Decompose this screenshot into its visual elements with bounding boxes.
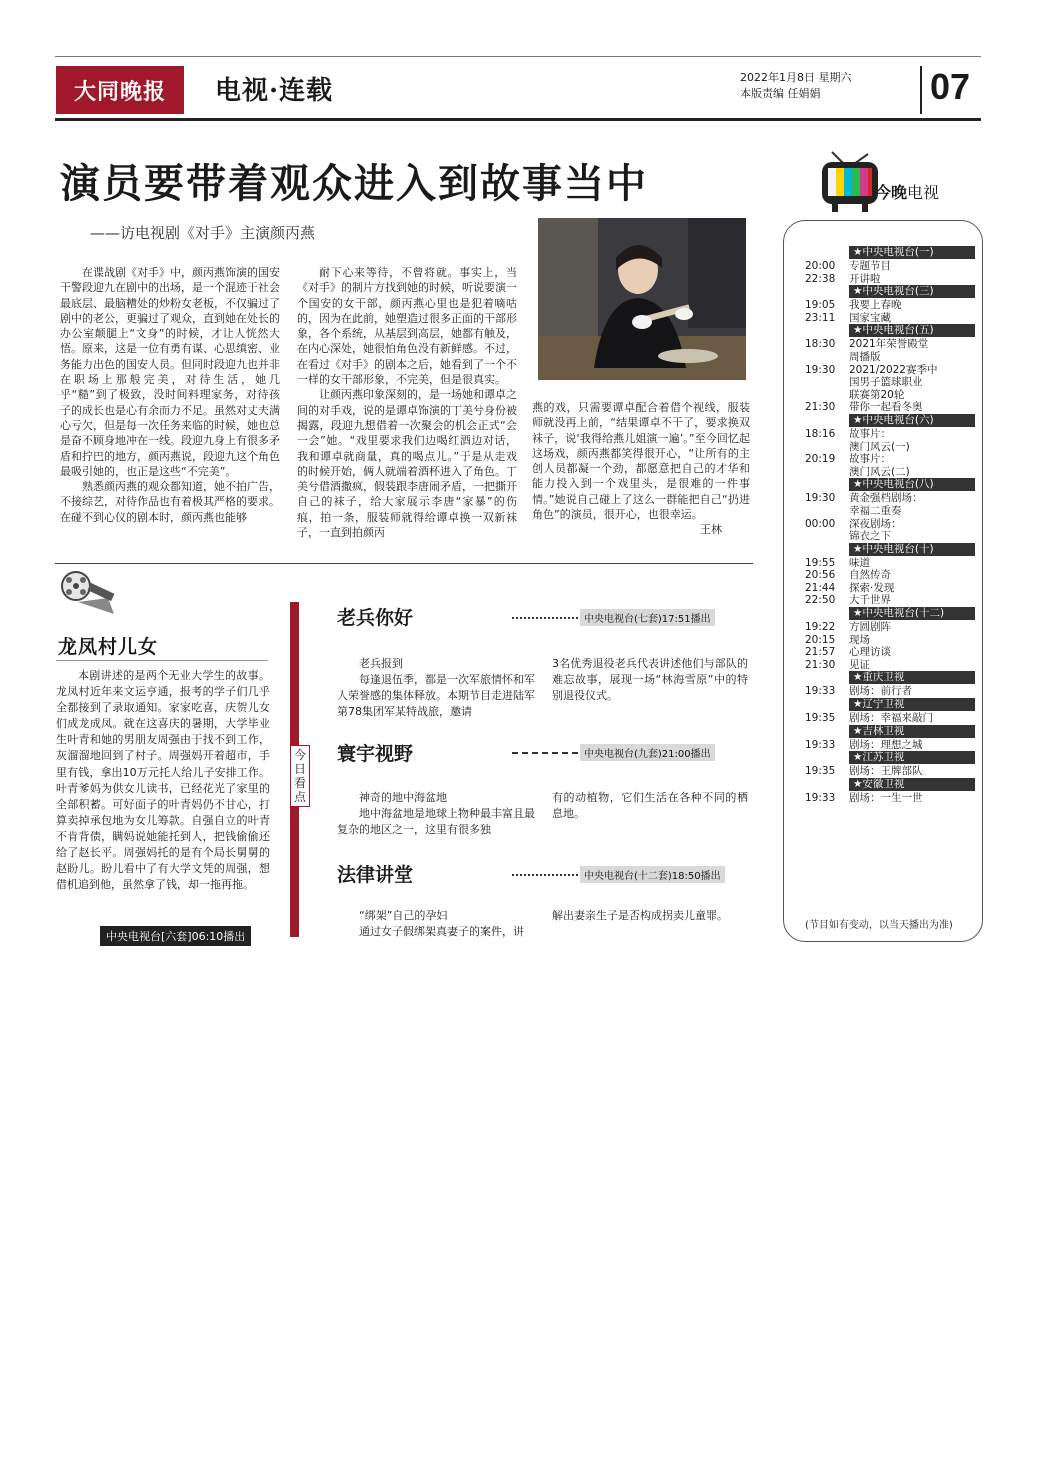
top-rule (55, 56, 981, 57)
section-title: 电视·连载 (215, 76, 334, 106)
program-time: 19:30 (805, 492, 836, 505)
program-name: 黄金强档剧场： (849, 492, 923, 505)
channel-header: ★中央电视台(十二) (849, 607, 975, 620)
film-reel-icon (58, 568, 118, 622)
program-name: 澳门风云(一) (849, 440, 910, 453)
program-time (805, 441, 849, 454)
program-row (805, 338, 975, 351)
paragraph: 地中海盆地是地球上物种最丰富且最复杂的地区之一，这里有很多独 (337, 807, 535, 836)
drama-title-rule (56, 660, 268, 661)
program-name: 我要上春晚 (849, 299, 902, 312)
program-time: 19:30 (805, 363, 836, 376)
program-title: 寰宇视野 (337, 743, 414, 765)
program-name: 国家宝藏 (849, 311, 891, 324)
program-row (805, 712, 975, 725)
program-name: 味道 (849, 556, 870, 569)
paragraph: 在谍战剧《对手》中，颜丙燕饰演的国安干警段迎九在剧中的出场，是一个混迹于社会最底层、最脑糟处的炒粉女老板，不仅骗过了剧中的老公，更骗过了观众，直到她在处长的办公室颠腿上“文身”的时候，才让人恍然大悟。原来，这是一位有勇有谋、心思缜密、业务能力出色的国安人员。但同时段迎九也并非在职场上那般完美，对待生活，她几乎“糙”到了极致，没时间料理家务，对待孩子的成长也是心有余而力不足。虽然对丈夫满心亏欠，但是每一次任务来临的时候，她也总是奋不顾身地冲在一线。段迎九身上有很多矛盾和拧巴的地方，颜丙燕说，段迎九这个角色最吸引她的，也正是这些“不完美”。 (60, 266, 280, 478)
program-row (805, 582, 975, 595)
program-time (805, 505, 849, 518)
program-row (805, 312, 975, 325)
paragraph: 有的动植物，它们生活在各种不同的栖息地。 (552, 791, 748, 820)
program-name: 剧场：前行者 (849, 685, 912, 698)
program-time: 23:11 (805, 311, 836, 324)
paragraph: 熟悉颜丙燕的观众都知道，她不拍广告，不接综艺，对待作品也有着极其严格的要求。在碰不到心仪的剧本时，颜丙燕也能够 (60, 480, 280, 524)
program-row (805, 428, 975, 441)
program-airtime: 中央电视台(十二套)18:50播出 (580, 866, 725, 883)
program-time: 21:30 (805, 401, 836, 414)
program-row (805, 466, 975, 479)
program-row (805, 646, 975, 659)
program-row (805, 634, 975, 647)
article-headline: 演员要带着观众进入到故事当中 (60, 160, 648, 207)
program-desc-right (552, 656, 748, 704)
program-name: 见证 (849, 658, 870, 671)
page-number-divider (920, 66, 922, 114)
program-name: 故事片： (849, 453, 891, 466)
program-time: 19:33 (805, 685, 836, 698)
schedule-note: (节目如有变动，以当天播出为准) (805, 920, 953, 931)
program-name: 周播版 (849, 350, 881, 363)
program-desc-left (337, 656, 535, 720)
program-row (805, 453, 975, 466)
program-time: 22:38 (805, 272, 836, 285)
channel-header: ★辽宁卫视 (849, 698, 975, 711)
program-time: 21:57 (805, 646, 836, 659)
program-row (805, 505, 975, 518)
program-row (805, 273, 975, 286)
program-subtitle: 神奇的地中海盆地 (359, 791, 447, 804)
program-row (805, 401, 975, 414)
program-name: 带你一起看冬奥 (849, 401, 923, 414)
paragraph: 耐下心来等待，不曾将就。事实上，当《对手》的制片方找到她的时候，听说要演一个国安的女干部，颜丙燕心里也是犯着嘀咕的，因为在此前，她塑造过很多正面的干部形象，各个系统，从基层到高层，她都有触及，在内心深处，她很怕角色没有新鲜感。不过，在看过《对手》的剧本之后，她看到了一个不一样的女干部形象，不完美，但是很真实。 (297, 266, 517, 387)
program-name: 剧场：一生一世 (849, 791, 923, 804)
channel-header: ★中央电视台(三) (849, 285, 975, 298)
program-name: 澳门风云(二) (849, 465, 910, 478)
program-time: 18:30 (805, 338, 836, 351)
program-name: 方圆剧阵 (849, 621, 891, 634)
drama-title: 龙凤村儿女 (58, 636, 159, 658)
program-name: 剧场：理想之城 (849, 738, 923, 751)
issue-date: 2022年1月8日 星期六 (740, 71, 852, 84)
program-row (805, 351, 975, 364)
program-row (805, 364, 975, 377)
program-row (805, 260, 975, 273)
program-row (805, 621, 975, 634)
program-row (805, 594, 975, 607)
channel-header: ★中央电视台(五) (849, 324, 975, 337)
program-desc-right (552, 790, 748, 822)
program-name: 深夜剧场： (849, 517, 902, 530)
program-name: 心理访谈 (849, 646, 891, 659)
channel-header: ★中央电视台(八) (849, 478, 975, 491)
article-column-2 (297, 265, 517, 540)
program-row (805, 389, 975, 402)
drama-synopsis (56, 668, 270, 893)
channel-header: ★江苏卫视 (849, 751, 975, 764)
program-name: 现场 (849, 633, 870, 646)
program-name: 开讲啦 (849, 272, 881, 285)
program-time: 19:33 (805, 738, 836, 751)
leader-dots (512, 617, 578, 619)
program-name: 大千世界 (849, 594, 891, 607)
paragraph: 解出妻亲生子是否构成拐卖儿童罪。 (552, 909, 728, 922)
program-time: 20:19 (805, 453, 836, 466)
program-desc-left (337, 790, 535, 838)
paragraph: 本剧讲述的是两个无业大学生的故事。龙凤村近年来文运亨通，报考的学子们几乎全都接到了录取通知。家家吃喜，庆贺儿女们成龙成凤。就在这喜庆的暑期，大学毕业生叶青和她的男朋友周强由于找不到工作，灰溜溜地回到了村子。周强妈开着超市，手里有钱，拿出10万元托人给儿子安排工作。叶青爹妈为供女儿读书，已经花光了家里的全部积蓄。可好面子的叶青妈仍不甘心，打算卖掉承包地为女儿筹款。自强自立的叶青不肯背债，瞒妈说她能托到人，把钱偷偷还给了赵长平。周强妈托的是有个局长舅舅的赵盼儿。盼儿看中了有大学文凭的周强，想借机追到他，虽然拿了钱，却一拖再拖。 (56, 669, 270, 892)
program-row (805, 569, 975, 582)
newspaper-logo: 大同晚报 (56, 66, 184, 114)
program-name: 专题节目 (849, 260, 891, 272)
channel-header: ★中央电视台(十) (849, 543, 975, 556)
program-time (805, 351, 849, 364)
program-name: 自然传奇 (849, 569, 891, 582)
program-time: 00:00 (805, 517, 836, 530)
program-time: 19:33 (805, 791, 836, 804)
paragraph: 让颜丙燕印象深刻的，是一场她和谭卓之间的对手戏，说的是谭卓饰演的丁美兮身份被揭露，段迎九想借着一次聚会的机会正式“会一会”她。“戏里要求我们边喝红酒边对话，我和谭卓就商量，真的喝点儿。”于是从走戏的时候开始，俩人就端着酒杯进入了角色。丁美兮借酒撒疯，假装跟李唐闹矛盾，一把撕开自己的袜子，给大家展示李唐“家暴”的伤痕，拍一条，服装师就得给谭卓换一双新袜子，一直到拍颜丙 (297, 388, 517, 540)
program-time (805, 389, 849, 402)
program-desc-left (337, 908, 535, 940)
program-time: 19:35 (805, 712, 836, 725)
program-row (805, 685, 975, 698)
program-name: 故事片： (849, 427, 891, 440)
channel-header: ★重庆卫视 (849, 671, 975, 684)
program-time: 22:50 (805, 594, 836, 607)
program-name: 剧场：幸福来敲门 (849, 712, 933, 725)
program-time (805, 530, 849, 543)
drama-airtime: 中央电视台[六套]06:10播出 (100, 926, 251, 946)
program-name: 联赛第20轮 (849, 388, 905, 401)
program-row (805, 659, 975, 672)
article-column-3 (532, 400, 750, 522)
program-name: 锦衣之下 (849, 530, 891, 543)
program-time: 20:00 (805, 260, 836, 272)
leader-dots (512, 874, 578, 876)
channel-header: ★中央电视台(一) (849, 246, 975, 259)
program-time: 19:05 (805, 299, 836, 312)
leader-dots (512, 752, 578, 754)
channel-header: ★中央电视台(六) (849, 414, 975, 427)
program-row (805, 518, 975, 531)
program-name: 2021/2022赛季中 (849, 363, 938, 376)
program-subtitle: 老兵报到 (359, 657, 403, 670)
program-time: 19:55 (805, 556, 836, 569)
page-editor: 本版责编 任娟娟 (740, 87, 821, 100)
program-airtime: 中央电视台(九套)21:00播出 (580, 744, 715, 761)
program-name: 2021年荣誉殿堂 (849, 338, 929, 351)
paragraph: 通过女子假绑架真妻子的案件，讲 (359, 925, 524, 938)
program-time: 21:44 (805, 581, 836, 594)
channel-header: ★吉林卫视 (849, 725, 975, 738)
today-highlights-label: 今日看点 (290, 745, 310, 807)
program-time (805, 466, 849, 479)
section-divider (55, 563, 753, 564)
issue-info (740, 70, 852, 102)
program-time: 19:35 (805, 765, 836, 778)
program-title: 老兵你好 (337, 607, 414, 629)
article-author: 王林 (700, 523, 722, 536)
paragraph: 每逢退伍季，都是一次军旅情怀和军人荣誉感的集体释放。本期节目走进陆军第78集团军某特战旅，邀请 (337, 673, 535, 718)
program-row (805, 441, 975, 454)
program-row (805, 376, 975, 389)
program-subtitle: “绑架”自己的孕妇 (359, 909, 448, 922)
paragraph: 3名优秀退役老兵代表讲述他们与部队的难忘故事，展现一场“林海雪原”中的特别退役仪式。 (552, 657, 748, 702)
program-time: 21:30 (805, 658, 836, 671)
header-rule (55, 118, 981, 121)
program-row (805, 765, 975, 778)
article-column-1 (60, 265, 280, 525)
channel-header: ★安徽卫视 (849, 778, 975, 791)
program-title: 法律讲堂 (337, 864, 414, 886)
program-row (805, 492, 975, 505)
program-name: 国男子篮球职业 (849, 376, 923, 389)
page-number: 07 (930, 66, 971, 107)
actress-photo (538, 218, 746, 380)
program-row (805, 557, 975, 570)
program-time: 19:22 (805, 621, 836, 634)
program-row (805, 739, 975, 752)
program-time: 18:16 (805, 427, 836, 440)
article-subheading: ——访电视剧《对手》主演颜丙燕 (90, 224, 316, 242)
program-row (805, 299, 975, 312)
program-row (805, 530, 975, 543)
tv-schedule (805, 246, 975, 804)
program-name: 探索·发现 (849, 581, 895, 594)
tonight-tv-title: 今晚电视 (875, 183, 940, 202)
program-time: 20:56 (805, 569, 836, 582)
program-name: 幸福二重奏 (849, 504, 902, 517)
program-airtime: 中央电视台(七套)17:51播出 (580, 609, 715, 626)
program-time (805, 376, 849, 389)
paragraph: 燕的戏，只需要谭卓配合着借个视线，服装师就没再上前，“结果谭卓不干了，要求换双袜子，说‘我得给燕儿姐演一遍’。”至今回忆起这场戏，颜丙燕都笑得很开心，“让所有的主创人员都凝一个劲，都愿意把自己的才华和能力投入到一个戏里头，是很难的一件事情。”她说自己碰上了这么一群能把自己“扔进角色”的演员，很开心，也很幸运。 (532, 401, 750, 522)
program-row (805, 792, 975, 805)
program-time: 20:15 (805, 633, 836, 646)
program-desc-right (552, 908, 748, 924)
program-name: 剧场：王牌部队 (849, 765, 923, 778)
